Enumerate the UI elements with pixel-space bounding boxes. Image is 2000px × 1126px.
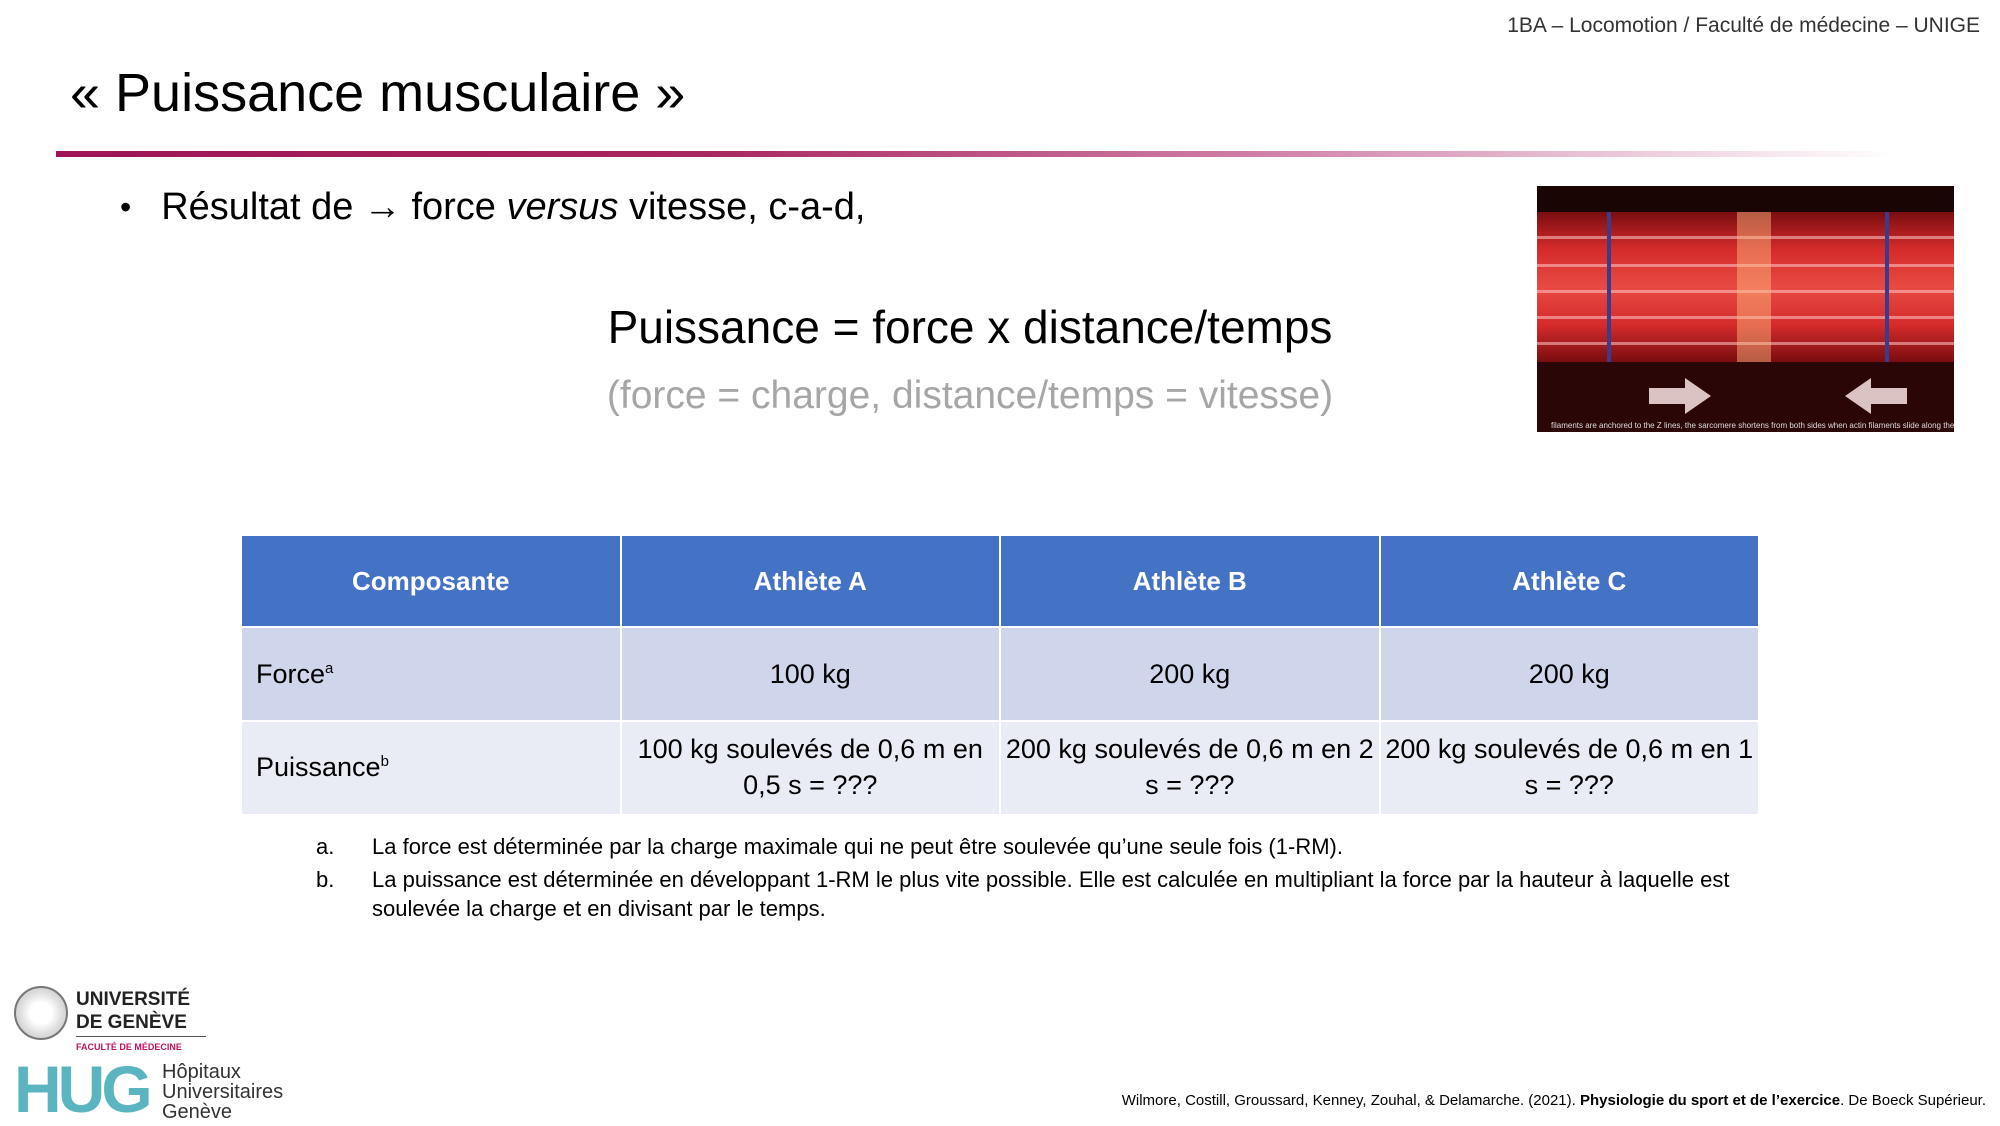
- bullet-text-rest: vitesse, c-a-d,: [628, 186, 866, 228]
- row-label-force: Force$^a$: [241, 627, 621, 721]
- arrow-left-icon: [1845, 378, 1907, 414]
- table-cell: 200 kg: [1000, 627, 1380, 721]
- bullet-text-start: Résultat de: [161, 186, 354, 228]
- table-cell: 200 kg soulevés de 0,6 m en 1 s = ???: [1380, 721, 1760, 815]
- h-zone: [1737, 212, 1771, 362]
- table-header-cell: Athlète A: [621, 535, 1001, 627]
- table-cell: 100 kg: [621, 627, 1001, 721]
- table-header-cell: Athlète B: [1000, 535, 1380, 627]
- z-line: [1607, 212, 1611, 362]
- table-header-cell: Composante: [241, 535, 621, 627]
- unige-logo: UNIVERSITÉ DE GENÈVE FACULTÉ DE MÉDECINE: [14, 986, 194, 1056]
- unige-seal-icon: [14, 986, 68, 1040]
- table-cell: 200 kg: [1380, 627, 1760, 721]
- power-formula: Puissance = force x distance/temps: [607, 301, 1333, 353]
- table-header-cell: Athlète C: [1380, 535, 1760, 627]
- bibliographic-reference: Wilmore, Costill, Groussard, Kenney, Zouhal, & Delamarche. (2021). Physiologie du sport et de l’exercice. De Boeck Supérieur.: [1121, 1092, 1986, 1109]
- table-notes: [316, 832, 1742, 927]
- image-caption: filaments are anchored to the Z lines, the sarcomere shortens from both sides when actin filaments slide along the: [1551, 421, 1954, 430]
- athletes-table: [240, 534, 1760, 816]
- bullet-point: [120, 186, 866, 229]
- bullet-text-force: force: [411, 186, 496, 228]
- hug-logo: HUG Hôpitaux Universitaires Genève: [14, 1052, 284, 1126]
- arrow-right-icon: →: [363, 186, 402, 228]
- table-header-row: [241, 535, 1759, 627]
- power-formula-note: (force = charge, distance/temps = vitesse): [606, 374, 1334, 417]
- course-header: 1BA – Locomotion / Faculté de médecine – UNIGE: [1507, 14, 1980, 37]
- slide-title: « Puissance musculaire »: [70, 63, 686, 123]
- table-row: [241, 627, 1759, 721]
- table-cell: 200 kg soulevés de 0,6 m en 2 s = ???: [1000, 721, 1380, 815]
- row-label-puissance: Puissance$^b$: [241, 721, 621, 815]
- title-divider: [56, 151, 1896, 157]
- list-item: b. La puissance est déterminée en développant 1-RM le plus vite possible. Elle est calculée en multipliant la force par la hauteur à laquelle est soulevée la charge et en divisant par le temps.: [316, 866, 1730, 922]
- bullet-text-versus: versus: [506, 186, 619, 228]
- list-item: a. La force est déterminée par la charge maximale qui ne peut être soulevée qu’une seule fois (1-RM).: [316, 834, 1343, 859]
- z-line: [1885, 212, 1889, 362]
- table-row: [241, 721, 1759, 815]
- sarcomere-animation-image: [1537, 186, 1954, 432]
- arrow-right-icon: [1649, 378, 1711, 414]
- bullet-dot-icon: •: [120, 189, 132, 225]
- table-cell: 100 kg soulevés de 0,6 m en 0,5 s = ???: [621, 721, 1001, 815]
